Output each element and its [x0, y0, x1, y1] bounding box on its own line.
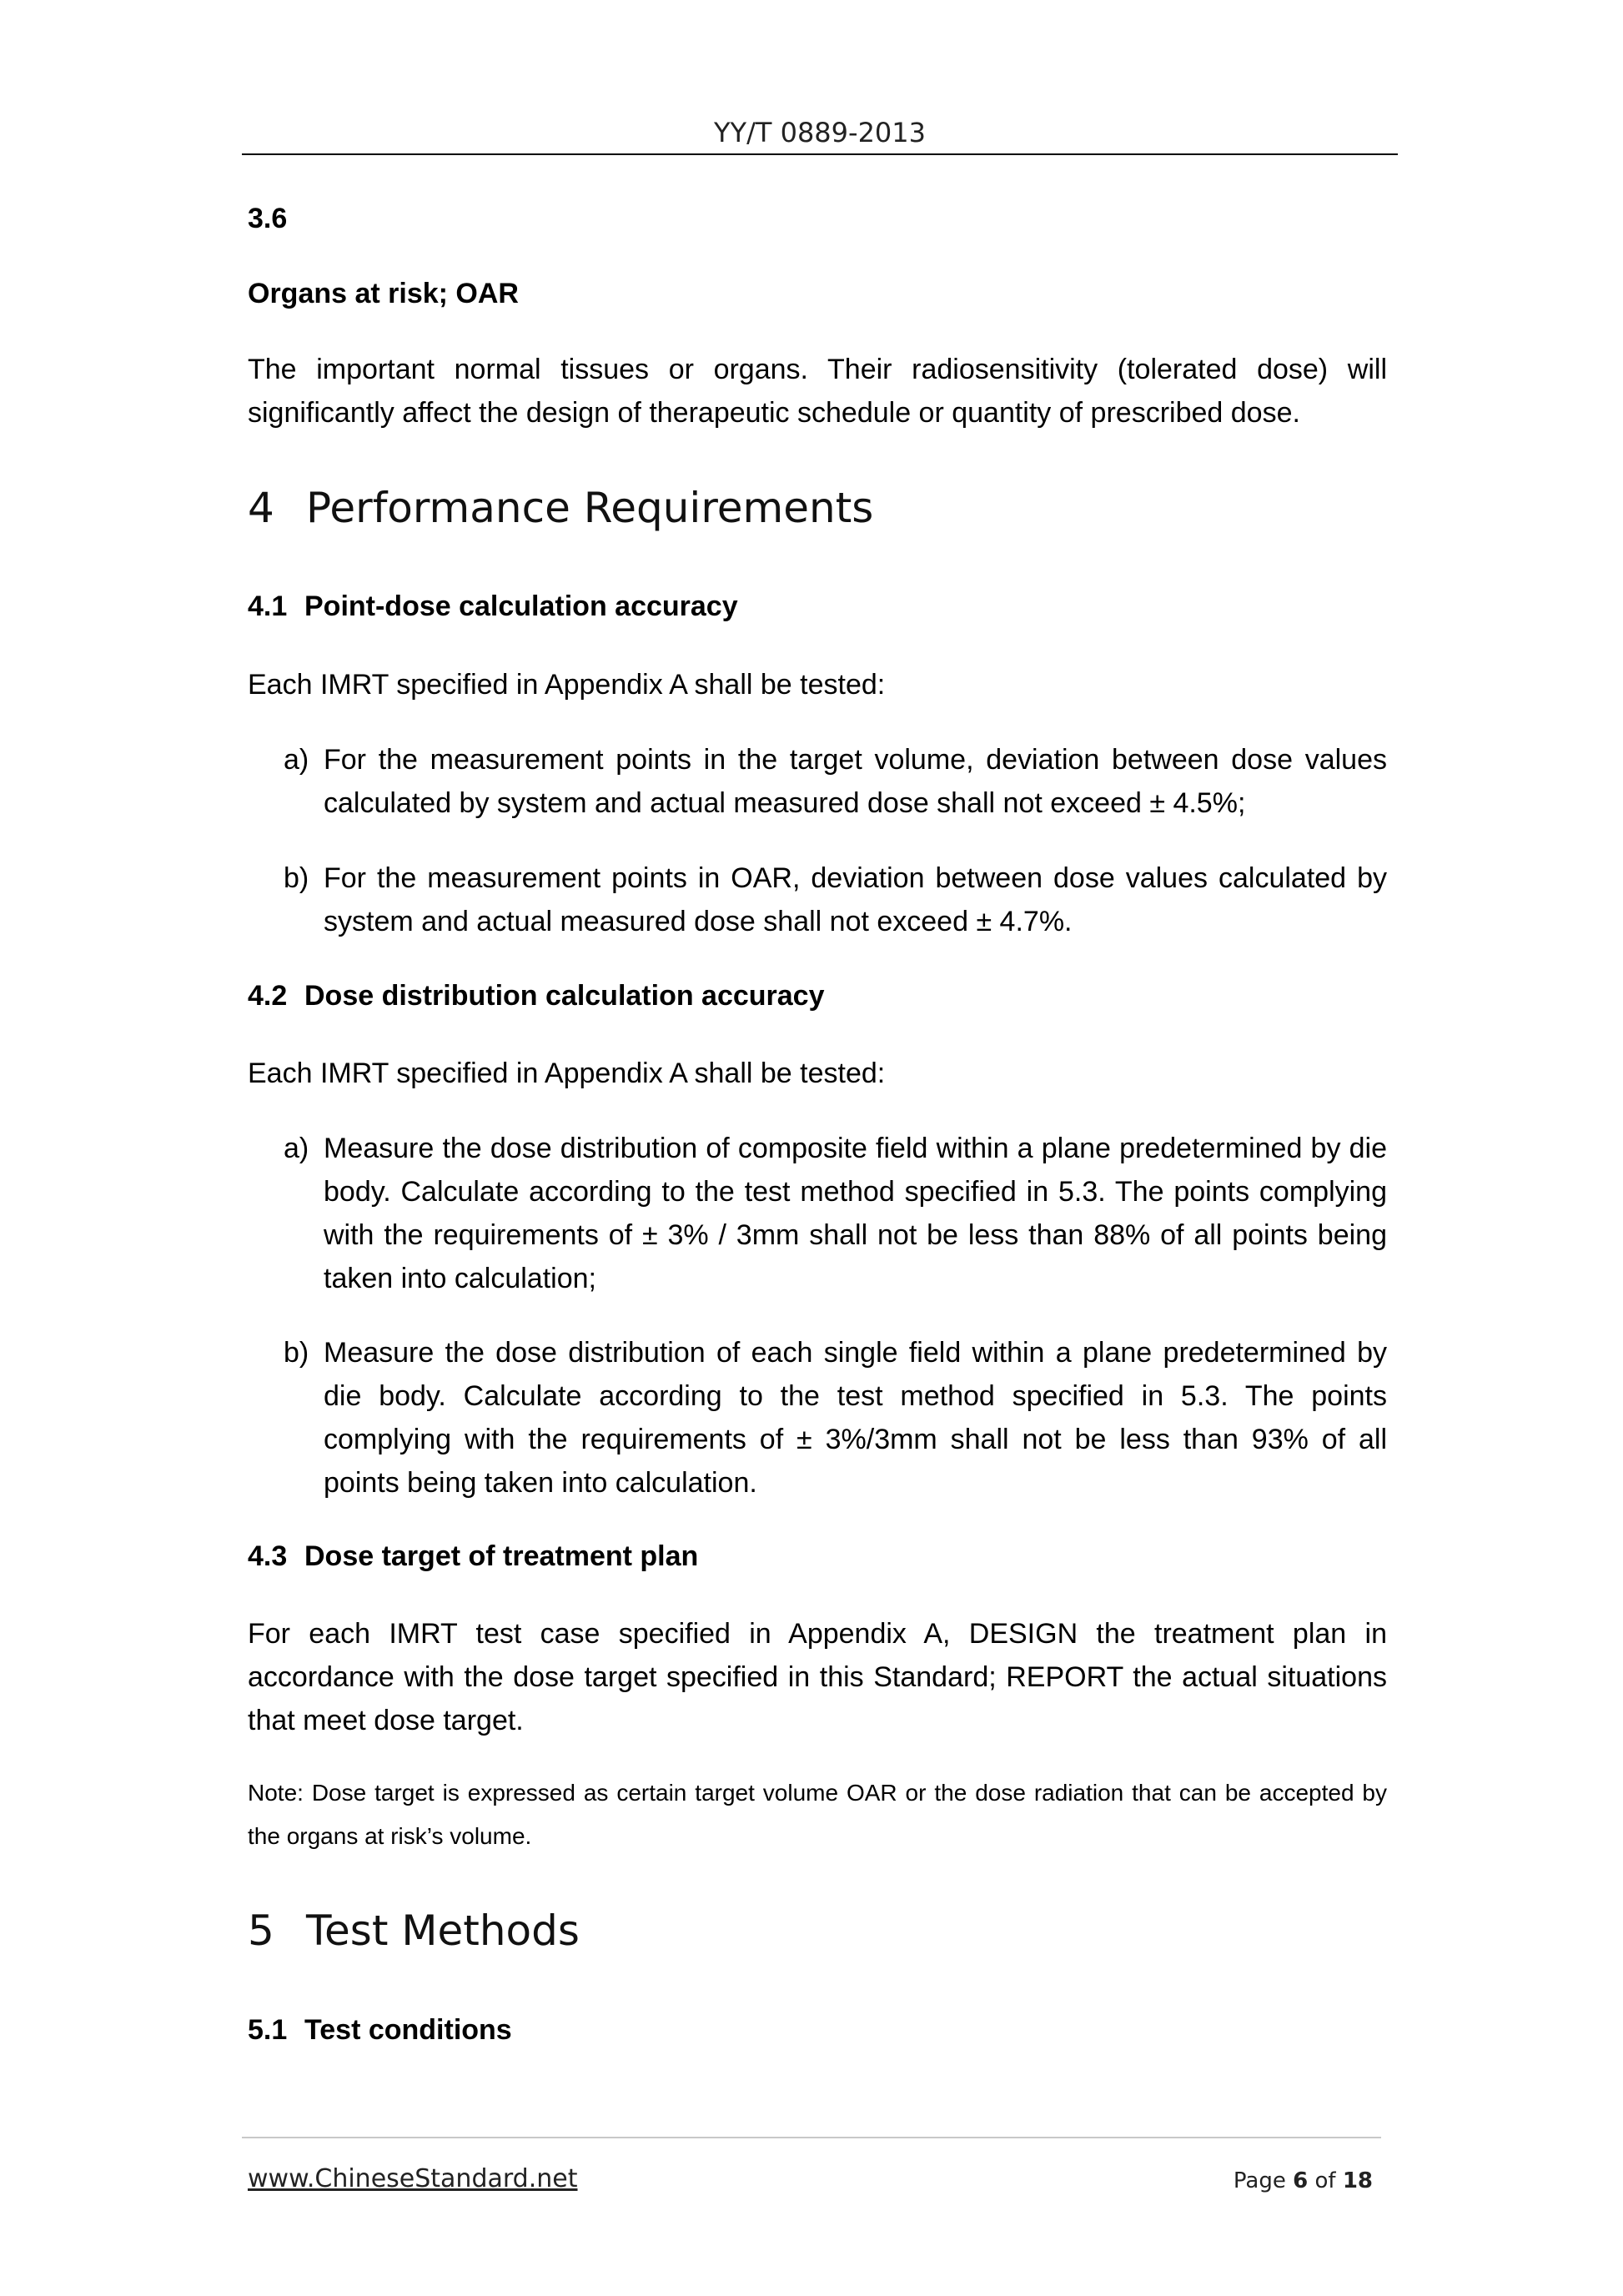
footer-rule — [242, 2137, 1381, 2138]
heading-title: Dose distribution calculation accuracy — [304, 980, 825, 1012]
list-item-text: Measure the dose distribution of each single field within a plane predetermined by die body. Calculate according to the test method specified in 5.3. The points complying with the requirements of ± 3%/3mm shall not be less than 93% of all points being taken into calculation. — [324, 1337, 1387, 1499]
section-4-3-body: For each IMRT test case specified in Appendix A, DESIGN the treatment plan in accordance with the dose target specified in this Standard; REPORT the actual situations that meet dose target. — [248, 1618, 1387, 1736]
list-marker: b) — [284, 1337, 309, 1369]
heading-section-5 — [248, 1907, 1387, 1955]
heading-title: Point-dose calculation accuracy — [304, 590, 738, 622]
clause-number-3-6: 3.6 — [248, 203, 288, 234]
heading-number: 5.1 — [248, 2014, 288, 2046]
page-of: of — [1314, 2168, 1336, 2193]
heading-number: 4.2 — [248, 980, 288, 1012]
page-number — [1234, 2168, 1373, 2193]
list-item-text: For the measurement points in OAR, deviation between dose values calculated by system and actual measured dose shall not exceed ± 4.7%. — [324, 862, 1387, 937]
footer-website-link[interactable]: www.ChineseStandard.net — [248, 2164, 578, 2193]
page-total: 18 — [1342, 2168, 1373, 2193]
heading-number: 4 — [248, 484, 274, 532]
heading-5-1 — [248, 2014, 1387, 2047]
document-id-header: YY/T 0889-2013 — [713, 117, 926, 148]
heading-4-2 — [248, 980, 1387, 1012]
page-label: Page — [1233, 2168, 1286, 2193]
list-item-text: For the measurement points in the target volume, deviation between dose values calculated by system and actual measured dose shall not exceed ± 4.5%; — [324, 744, 1387, 819]
term-definition: The important normal tissues or organs. Their radiosensitivity (tolerated dose) will significantly affect the design of therapeutic schedule or quantity of prescribed dose. — [248, 354, 1387, 429]
heading-section-4 — [248, 484, 1387, 532]
list-item-4-1-b — [284, 857, 1387, 943]
header-rule — [242, 153, 1398, 155]
list-item-4-1-a — [284, 738, 1387, 825]
list-item-4-2-a — [284, 1127, 1387, 1300]
list-marker: a) — [284, 1133, 309, 1164]
page-current: 6 — [1293, 2168, 1309, 2193]
list-item-text: Measure the dose distribution of composite field within a plane predetermined by die body. Calculate according to the test method specified in 5.3. The points complying with the requirements of ± 3% / 3mm shall not be less than 88% of all points being taken into calculation; — [324, 1133, 1387, 1294]
heading-title: Dose target of treatment plan — [304, 1540, 699, 1572]
heading-title: Test conditions — [304, 2014, 512, 2046]
section-4-1-intro: Each IMRT specified in Appendix A shall be tested: — [248, 669, 886, 701]
heading-title: Performance Requirements — [306, 484, 874, 532]
heading-4-3 — [248, 1540, 1387, 1573]
section-4-3-note: Note: Dose target is expressed as certain target volume OAR or the dose radiation that can be accepted by the organs at risk’s volume. — [248, 1780, 1387, 1849]
list-item-4-2-b — [284, 1331, 1387, 1505]
heading-number: 5 — [248, 1907, 274, 1955]
section-4-2-intro: Each IMRT specified in Appendix A shall be tested: — [248, 1058, 886, 1089]
heading-title: Test Methods — [306, 1907, 580, 1955]
heading-number: 4.1 — [248, 590, 288, 622]
list-marker: a) — [284, 744, 309, 776]
heading-4-1 — [248, 590, 1387, 623]
heading-number: 4.3 — [248, 1540, 288, 1572]
term-title: Organs at risk; OAR — [248, 278, 519, 309]
list-marker: b) — [284, 862, 309, 894]
